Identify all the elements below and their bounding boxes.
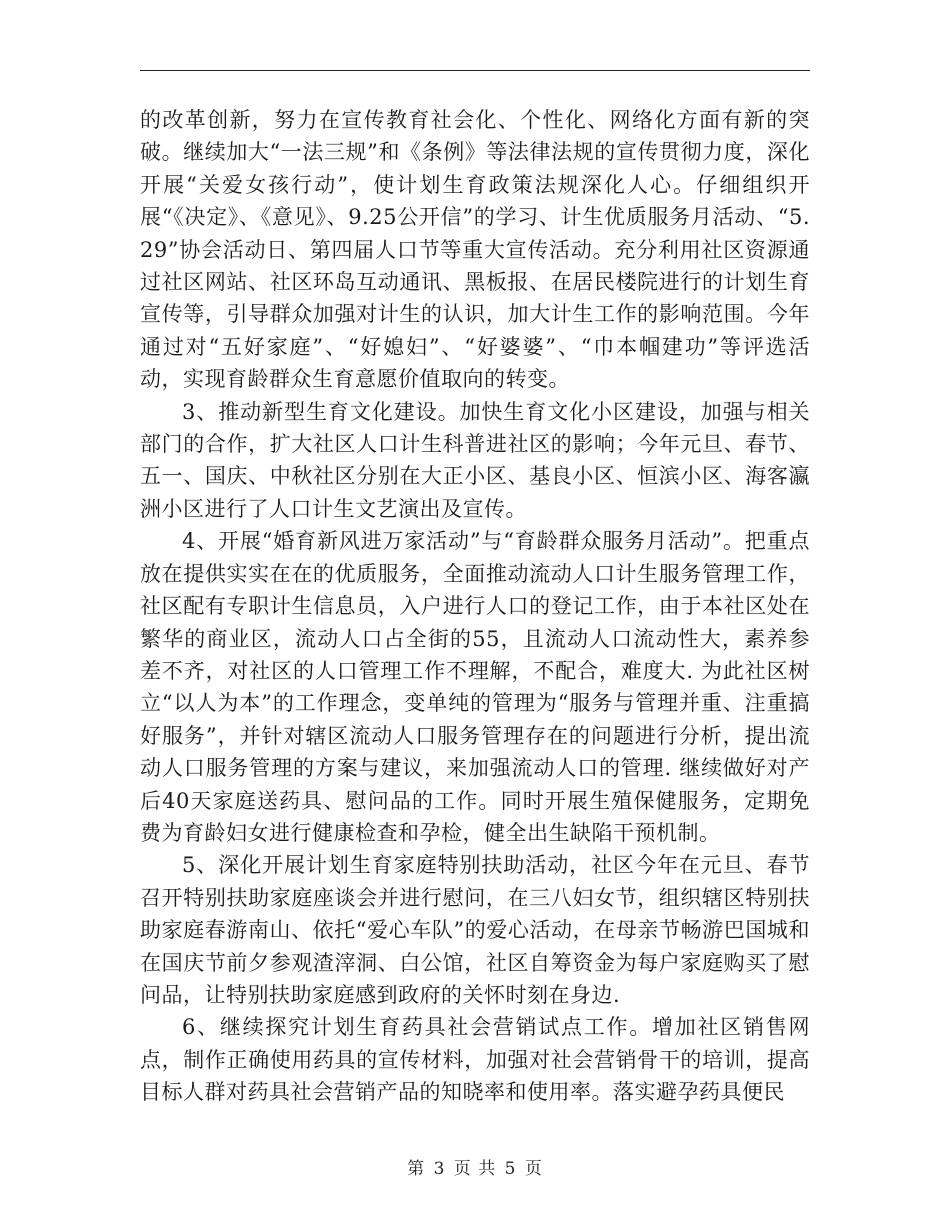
footer-total-pages: 5	[504, 1159, 517, 1179]
footer-prefix: 第	[407, 1159, 426, 1179]
document-body	[140, 104, 810, 1109]
footer-middle: 页 共	[453, 1159, 497, 1179]
paragraph-continued: 的改革创新，努力在宣传教育社会化、个性化、网络化方面有新的突破。继续加大“一法三规”和《条例》等法律法规的宣传贯彻力度，深化开展“关爱女孩行动”，使计划生育政策法规深化人心。仔细组织开展“《决定》、《意见》、9.25公开信”的学习、计生优质服务月活动、“5.29”协会活动日、第四届人口节等重大宣传活动。充分利用社区资源通过社区网站、社区环岛互动通讯、黑板报、在居民楼院进行的计划生育宣传等，引导群众加强对计生的认识，加大计生工作的影响范围。今年通过对“五好家庭”、“好媳妇”、“好婆婆”、“巾本帼建功”等评选活动，实现育龄群众生育意愿价值取向的转变。	[140, 108, 810, 392]
page-footer	[0, 1154, 950, 1179]
footer-current-page: 3	[433, 1159, 446, 1179]
footer-suffix: 页	[524, 1159, 543, 1179]
paragraph-item-4: 4、开展“婚育新风进万家活动”与“育龄群众服务月活动”。把重点放在提供实实在在的优质服务，全面推动流动人口计生服务管理工作，社区配有专职计生信息员，入户进行人口的登记工作，由于本社区处在繁华的商业区，流动人口占全街的55，且流动人口流动性大，素养参差不齐，对社区的人口管理工作不理解，不配合，难度大. 为此社区树立“以人为本”的工作理念，变单纯的管理为“服务与管理并重、注重搞好服务”，并针对辖区流动人口服务管理存在的问题进行分析，提出流动人口服务管理的方案与建议，来加强流动人口的管理. 继续做好对产后40天家庭送药具、慰问品的工作。同时开展生殖保健服务，定期免费为育龄妇女进行健康检查和孕检，健全出生缺陷干预机制。	[140, 529, 810, 845]
paragraph-item-6: 6、继续探究计划生育药具社会营销试点工作。增加社区销售网点，制作正确使用药具的宣传材料，加强对社会营销骨干的培训，提高目标人群对药具社会营销产品的知晓率和使用率。落实避孕药具便民	[140, 1015, 810, 1105]
paragraph-item-3: 3、推动新型生育文化建设。加快生育文化小区建设，加强与相关部门的合作，扩大社区人口计生科普进社区的影响；今年元旦、春节、五一、国庆、中秋社区分别在大正小区、基良小区、恒滨小区、海客瀛洲小区进行了人口计生文艺演出及宣传。	[140, 399, 810, 521]
paragraph-item-5: 5、深化开展计划生育家庭特别扶助活动，社区今年在元旦、春节召开特别扶助家庭座谈会并进行慰问，在三八妇女节，组织辖区特别扶助家庭春游南山、依托“爱心车队”的爱心活动，在母亲节畅游巴国城和在国庆节前夕参观渣滓洞、白公馆，社区自筹资金为每户家庭购买了慰问品，让特别扶助家庭感到政府的关怀时刻在身边.	[140, 853, 810, 1007]
header-rule	[140, 70, 810, 71]
